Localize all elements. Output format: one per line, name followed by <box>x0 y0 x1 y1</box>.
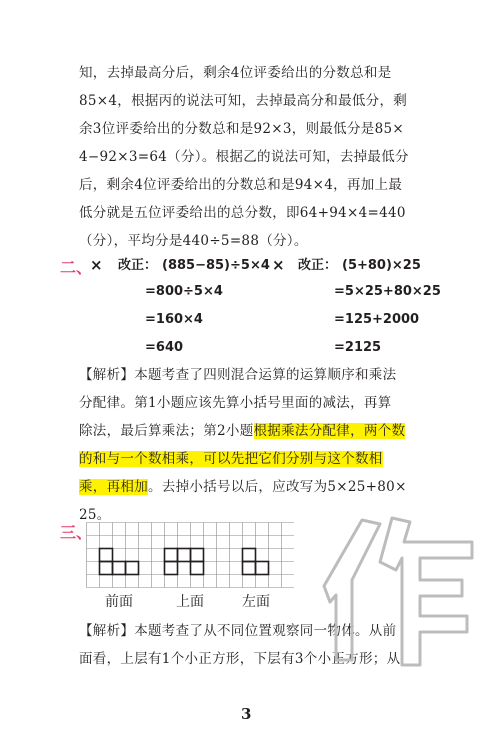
calc-step: =800÷5×4 <box>145 284 223 299</box>
top-view-square <box>191 562 204 575</box>
analysis-line: 25。 <box>79 507 111 523</box>
top-view-square <box>165 562 178 575</box>
paragraph-line: 4−92×3=64（分）。根据乙的说法可知，去掉最低分 <box>79 149 409 165</box>
top-view-square <box>165 549 178 562</box>
view-grid <box>86 522 294 588</box>
section-number: 二、 <box>60 258 93 277</box>
highlighted-text: 根据乘法分配律，两个数 <box>253 423 406 439</box>
left-view-square <box>243 549 256 562</box>
front-view-square <box>100 562 113 575</box>
front-view-square <box>113 562 126 575</box>
page-number: 3 <box>241 705 252 723</box>
front-view-square <box>100 549 113 562</box>
left-view-square <box>243 562 256 575</box>
top-view-square <box>191 549 204 562</box>
analysis-text: 。去掉小括号以后，应改写为5×25+80× <box>148 479 407 495</box>
watermark <box>322 500 492 680</box>
wrong-mark: × <box>90 256 103 274</box>
calc-step: =125+2000 <box>334 312 420 327</box>
calc-step: =160×4 <box>145 312 203 327</box>
analysis-line: 【解析】本题考查了从不同位置观察同一物体。从前 <box>79 623 397 639</box>
correction-expression: (5+80)×25 <box>342 258 421 273</box>
analysis-text: 除法，最后算乘法；第2小题 <box>79 423 254 439</box>
analysis-line: 【解析】本题考查了四则混合运算的运算顺序和乘法 <box>79 367 397 383</box>
calc-step: =640 <box>145 340 184 355</box>
paragraph-line: 后，剩余4位评委给出的分数总和是94×4，再加上最 <box>79 177 403 193</box>
analysis-line: 分配律。第1小题应该先算小括号里面的减法，再算 <box>79 395 392 411</box>
view-label-top: 上面 <box>176 594 204 610</box>
analysis-line: 面看，上层有1个小正方形，下层有3个小正方形；从 <box>79 651 401 667</box>
analysis-line <box>79 477 407 497</box>
paragraph-line: （分），平均分是440÷5=88（分）。 <box>79 233 308 249</box>
paragraph-line: 低分就是五位评委给出的总分数，即64+94×4=440 <box>79 205 406 221</box>
highlighted-text: 的和与一个数相乘，可以先把它们分别与这个数相 <box>79 451 383 467</box>
left-view-square <box>256 562 269 575</box>
wrong-mark: × <box>272 256 285 274</box>
paragraph-line: 知，去掉最高分后，剩余4位评委给出的分数总和是 <box>79 65 392 81</box>
highlighted-text: 乘，再相加 <box>79 479 148 495</box>
view-label-left: 左面 <box>242 594 270 610</box>
correction-label: 改正： <box>118 258 158 273</box>
calc-step: =5×25+80×25 <box>334 284 441 299</box>
calc-step: =2125 <box>334 340 382 355</box>
section-number: 三、 <box>60 523 93 542</box>
analysis-line <box>79 449 383 469</box>
correction-expression: (885−85)÷5×4 <box>162 258 270 273</box>
top-view-square <box>178 549 191 562</box>
analysis-line <box>79 421 405 441</box>
front-view-square <box>126 562 139 575</box>
view-label-front: 前面 <box>105 594 133 610</box>
paragraph-line: 余3位评委给出的分数总和是92×3，则最低分是85× <box>79 121 404 137</box>
correction-label: 改正： <box>298 258 338 273</box>
paragraph-line: 85×4，根据丙的说法可知，去掉最高分和最低分，剩 <box>79 93 408 109</box>
